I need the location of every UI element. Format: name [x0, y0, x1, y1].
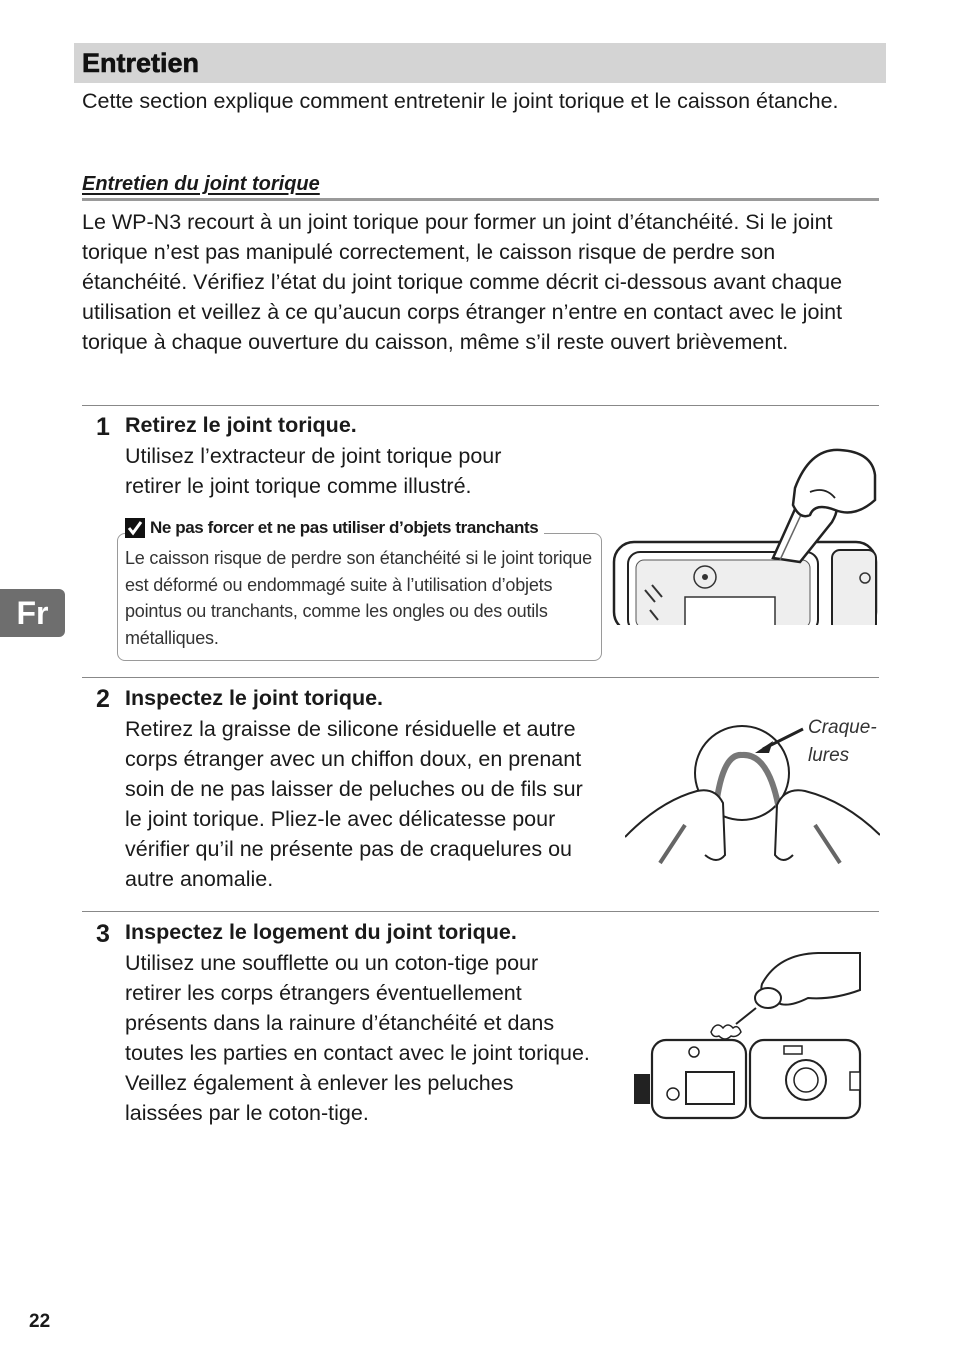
check-box-icon [125, 518, 145, 538]
note-heading [125, 518, 544, 538]
section-intro: Cette section explique comment entretenir le joint torique et le caisson étanche. [82, 89, 839, 113]
note-title: Ne pas forcer et ne pas utiliser d’objets tranchants [150, 518, 539, 537]
subsection-title: Entretien du joint torique [82, 173, 320, 195]
section-title-bar [74, 43, 886, 83]
section-title: Entretien [82, 48, 200, 78]
language-tab [0, 589, 65, 637]
step-number: 2 [96, 685, 110, 713]
language-tab-label: Fr [16, 594, 49, 631]
subsection-paragraph: Le WP-N3 recourt à un joint torique pour former un joint d’étanchéité. Si le joint torique n’est pas manipulé correctement, le caisson risque de perdre son étanchéité. Vérifiez l’état du joint torique comme décrit ci-dessous avant chaque utilisation et veillez à ce qu’aucun corps étranger n’entre en contact avec le joint torique à chaque ouverture du caisson, même s’il reste ouvert brièvement. [82, 210, 843, 355]
step-title: Retirez le joint torique. [125, 413, 357, 437]
step-divider [82, 677, 879, 678]
step-body: Retirez la graisse de silicone résiduelle et autre corps étranger avec un chiffon doux, en prenant soin de ne pas laisser de peluches ou de fils sur le joint torique. Pliez-le avec délicatesse pour vérifier qu’il ne présente pas de craquelures ou autre anomalie. [125, 717, 583, 892]
page-number: 22 [29, 1311, 51, 1332]
subsection-heading [82, 170, 879, 201]
step-divider [82, 405, 879, 406]
o-ring-removal-illustration [610, 440, 880, 625]
step-body: Utilisez l’extracteur de joint torique pour retirer le joint torique comme illustré. [125, 444, 502, 499]
step-number: 1 [96, 413, 110, 441]
step-divider [82, 911, 879, 912]
step-body: Utilisez une soufflette ou un coton-tige pour retirer les corps étrangers éventuellement présents dans la rainure d’étanchéité et dans toutes les parties en contact avec le joint torique. Veillez également à enlever les peluches laissées par le coton-tige. [125, 951, 590, 1126]
step-title: Inspectez le logement du joint torique. [125, 920, 517, 944]
step-number: 3 [96, 920, 110, 948]
cracks-label: Craque- lures [808, 717, 877, 766]
o-ring-groove-cleaning-illustration [628, 948, 866, 1123]
step-title: Inspectez le joint torique. [125, 686, 384, 710]
note-text: Le caisson risque de perdre son étanchéité si le joint torique est déformé ou endommagé suite à l’utilisation d’objets pointus ou tranchants, comme les ongles ou des outils métalliques. [125, 548, 592, 648]
